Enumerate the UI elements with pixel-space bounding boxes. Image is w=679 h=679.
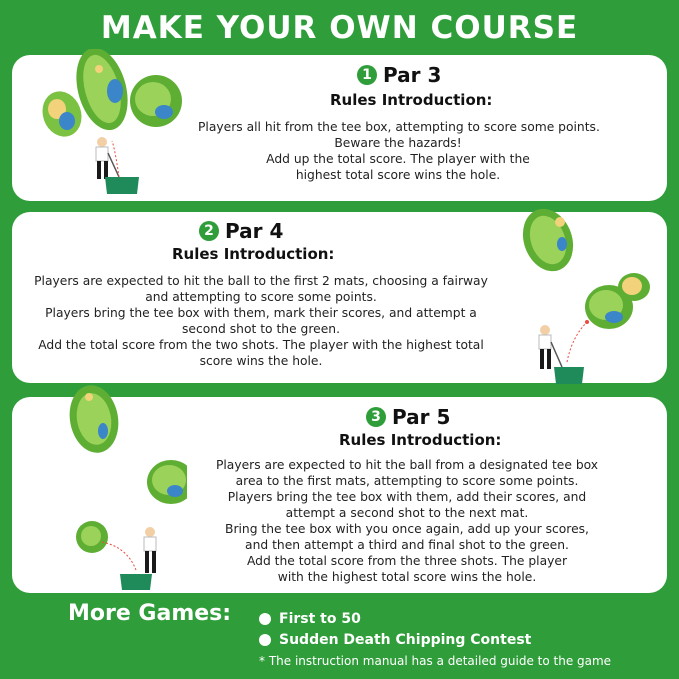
list-item bbox=[259, 629, 531, 650]
rules-text: Players are expected to hit the ball to the first 2 mats, choosing a fairway and attempting to score some points. Players bring the tee box with them, mark their scores, and attempt a second shot to the green. Add the total score from the two shots. The player with the highest total score wins the hole. bbox=[34, 274, 488, 368]
bullet-icon bbox=[259, 613, 271, 625]
par-4-card bbox=[12, 212, 667, 383]
section-title: Par 5 bbox=[392, 405, 451, 429]
list-item bbox=[259, 608, 531, 629]
section-heading bbox=[357, 63, 441, 87]
game-name: First to 50 bbox=[279, 610, 361, 627]
step-number-badge: 3 bbox=[366, 407, 386, 427]
golf-course-illustration bbox=[27, 49, 202, 199]
section-title: Par 3 bbox=[383, 63, 442, 87]
rules-subheading: Rules Introduction: bbox=[330, 91, 493, 109]
more-games-list bbox=[259, 608, 531, 650]
page-title: MAKE YOUR OWN COURSE bbox=[100, 10, 579, 46]
section-title: Par 4 bbox=[225, 219, 284, 243]
rules-subheading: Rules Introduction: bbox=[172, 245, 335, 263]
rules-text: Players are expected to hit the ball from a designated tee box area to the first mats, attempting to score some points. Players bring the tee box with them, add their scores, and attempt a second shot to the next mat. Bring the tee box with you once again, add up your scores, and then attempt a third and final shot to the green. Add the total score from the three shots. The player with the highest total score wins the hole. bbox=[215, 458, 599, 584]
rules-subheading: Rules Introduction: bbox=[339, 431, 502, 449]
section-heading bbox=[199, 219, 283, 243]
more-games-title: More Games: bbox=[68, 601, 232, 626]
section-heading bbox=[366, 405, 450, 429]
par-5-card bbox=[12, 397, 667, 593]
golf-course-illustration bbox=[512, 202, 662, 387]
step-number-badge: 2 bbox=[199, 221, 219, 241]
step-number-badge: 1 bbox=[357, 65, 377, 85]
rules-text: Players all hit from the tee box, attempting to score some points. Beware the hazards! Add up the total score. The player with the highest total score wins the hole. bbox=[198, 120, 600, 182]
golfer-illustration bbox=[72, 512, 182, 592]
game-name: Sudden Death Chipping Contest bbox=[279, 631, 532, 648]
bullet-icon bbox=[259, 634, 271, 646]
par-3-card bbox=[12, 55, 667, 201]
footnote: * The instruction manual has a detailed guide to the game bbox=[259, 654, 612, 668]
